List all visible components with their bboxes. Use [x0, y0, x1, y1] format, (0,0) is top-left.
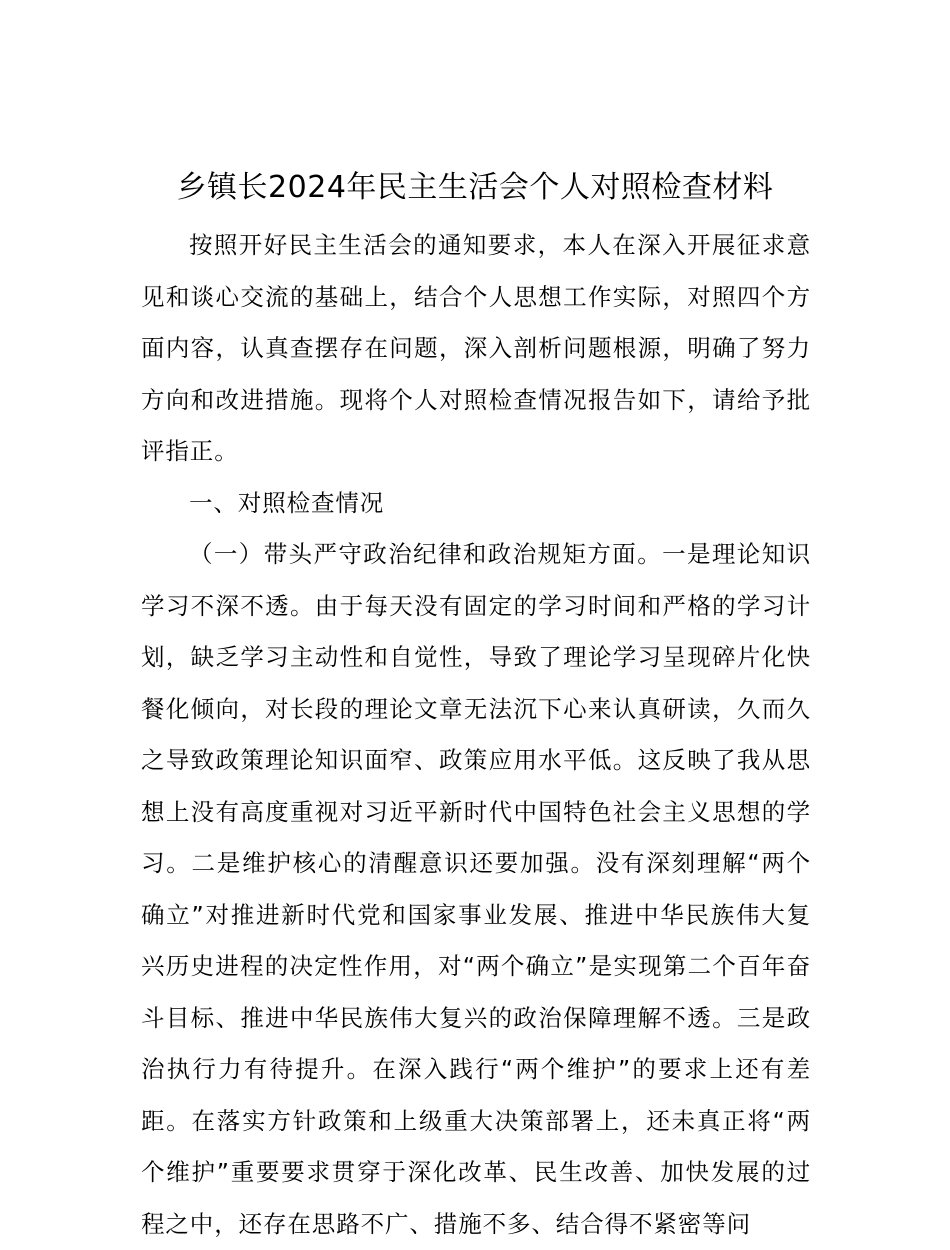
intro-paragraph: 按照开好民主生活会的通知要求，本人在深入开展征求意见和谈心交流的基础上，结合个人思想工作实际，对照四个方面内容，认真查摆存在问题，深入剖析问题根源，明确了努力方向和改进措施。现将个人对照检查情况报告如下，请给予批评指正。 — [141, 231, 811, 465]
section-paragraph: （一）带头严守政治纪律和政治规矩方面。一是理论知识学习不深不透。由于每天没有固定的学习时间和严格的学习计划，缺乏学习主动性和自觉性，导致了理论学习呈现碎片化快餐化倾向，对长段的理论文章无法沉下心来认真研读，久而久之导致政策理论知识面窄、政策应用水平低。这反映了我从思想上没有高度重视对习近平新时代中国特色社会主义思想的学习。二是维护核心的清醒意识还要加强。没有深刻理解“两个确立”对推进新时代党和国家事业发展、推进中华民族伟大复兴历史进程的决定性作用，对“两个确立”是实现第二个百年奋斗目标、推进中华民族伟大复兴的政治保障理解不透。三是政治执行力有待提升。在深入践行“两个维护”的要求上还有差距。在落实方针政策和上级重大决策部署上，还未真正将“两个维护”重要要求贯穿于深化改革、民生改善、加快发展的过程之中，还存在思路不广、措施不多、结合得不紧密等问 — [141, 540, 811, 1238]
document-body — [141, 220, 811, 1250]
document-title: 乡镇长2024年民主生活会个人对照检查材料 — [176, 170, 774, 205]
section-heading: 一、对照检查情况 — [189, 488, 385, 517]
